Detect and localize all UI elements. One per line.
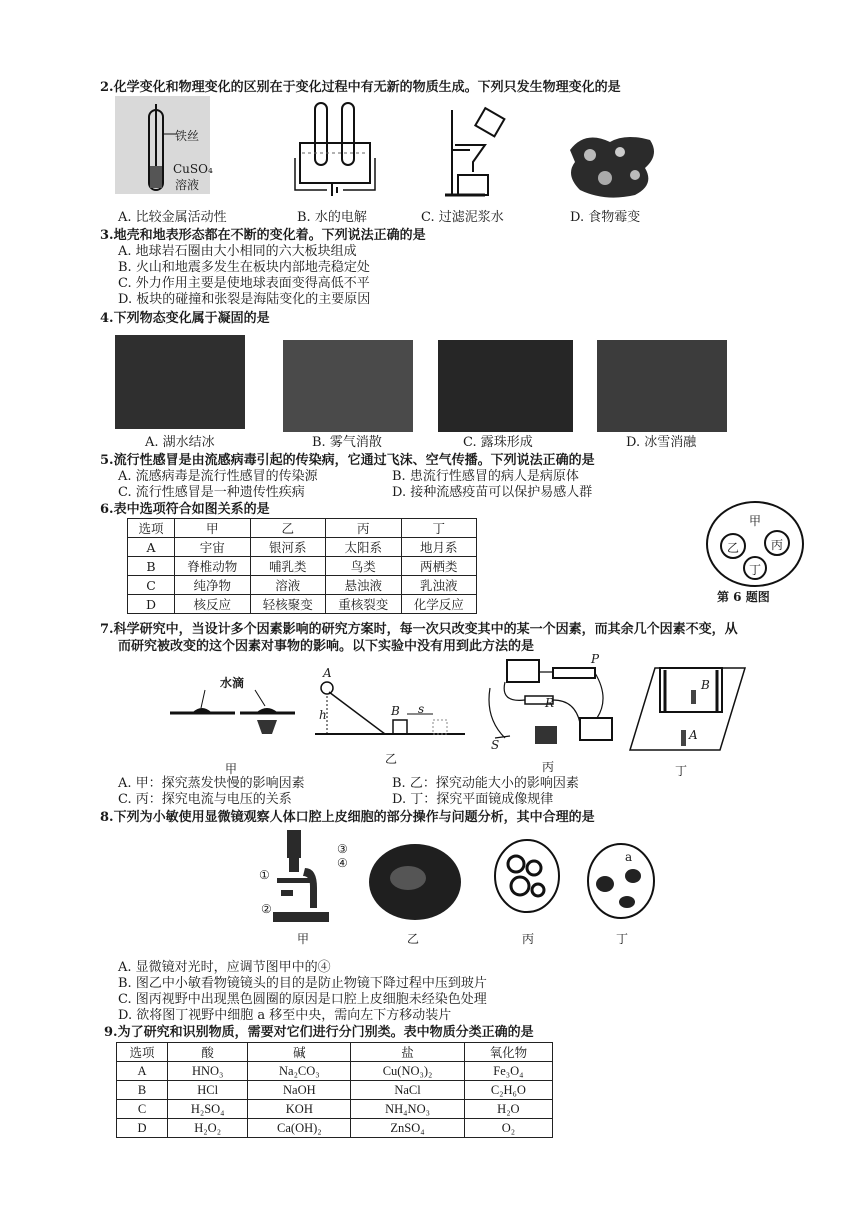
table-row (128, 538, 477, 557)
table-cell: 两栖类 (401, 557, 477, 576)
q6-table (127, 518, 477, 614)
table-cell: Cu(NO₃)₂ (351, 1062, 464, 1081)
table-cell: H₂O₂ (168, 1119, 248, 1138)
table-header-row (117, 1043, 553, 1062)
table-row (128, 576, 477, 595)
venn-outer-label: 甲 (749, 514, 762, 528)
table-cell: A (117, 1062, 168, 1081)
table-cell: O₂ (464, 1119, 552, 1138)
table-cell: A (128, 538, 175, 557)
filtration-apparatus-icon (440, 100, 510, 200)
plane-mirror-setup-icon (625, 660, 750, 755)
q7-stem-line2: 而研究被改变的这个因素对事物的影响。以下实验中没有用到此方法的是 (118, 639, 535, 654)
table-header: 氧化物 (464, 1043, 552, 1062)
q4-stem: 4.下列物态变化属于凝固的是 (100, 311, 270, 326)
q7-stem-line1: 7.科学研究中，当设计多个因素影响的研究方案时，每一次只改变其中的某一个因素，而其余几个因素不变，从 (100, 622, 738, 637)
q6-figure-caption: 第 6 题图 (717, 590, 770, 604)
q3-stem: 3.地壳和地表形态都在不断的变化着。下列说法正确的是 (100, 228, 426, 243)
table-cell: D (117, 1119, 168, 1138)
cells-view-icon (587, 842, 655, 920)
table-row (117, 1100, 553, 1119)
table-cell: D (128, 595, 175, 614)
q8-caption-yi: 乙 (407, 932, 420, 946)
table-cell: 溶液 (250, 576, 326, 595)
q8-fig-yi-view-icon (368, 842, 462, 922)
table-header: 碱 (248, 1043, 351, 1062)
q3-option-d: D. 板块的碰撞和张裂是海陆变化的主要原因 (118, 292, 371, 307)
table-header: 丁 (401, 519, 477, 538)
table-row (117, 1081, 553, 1100)
q7-caption-ding: 丁 (675, 764, 688, 778)
table-cell: 重核裂变 (326, 595, 402, 614)
q9-table (116, 1042, 553, 1138)
height-h-label: h (319, 708, 327, 722)
electrolysis-apparatus-icon (290, 98, 380, 198)
table-cell: ZnSO₄ (351, 1119, 464, 1138)
table-cell: B (117, 1081, 168, 1100)
table-cell: 鸟类 (326, 557, 402, 576)
q8-caption-jia: 甲 (297, 932, 310, 946)
q8-option-b: B. 图乙中小敏看物镜镜头的目的是防止物镜下降过程中压到玻片 (118, 976, 487, 991)
table-cell: 化学反应 (401, 595, 477, 614)
table-header: 甲 (175, 519, 251, 538)
venn-b-label: 丙 (771, 538, 784, 552)
q8-option-d: D. 欲将图丁视野中细胞 a 移至中央，需向左下方移动装片 (118, 1008, 452, 1023)
q3-option-c: C. 外力作用主要是使地球表面变得高低不平 (118, 276, 370, 291)
candle-b-label: B (701, 678, 710, 692)
table-cell: B (128, 557, 175, 576)
table-cell: C₂H₆O (464, 1081, 552, 1100)
venn-a-label: 乙 (727, 541, 740, 555)
venn-c-label: 丁 (749, 563, 762, 577)
table-cell: 纯净物 (175, 576, 251, 595)
q8-stem: 8.下列为小敏使用显微镜观察人体口腔上皮细胞的部分操作与问题分析，其中合理的是 (100, 810, 595, 825)
water-drop-label: 水滴 (220, 676, 245, 690)
table-row (117, 1062, 553, 1081)
q5-option-d: D. 接种流感疫苗可以保护易感人群 (392, 485, 593, 500)
table-cell: NH₄NO₃ (351, 1100, 464, 1119)
resistor-r-label: R (545, 696, 555, 710)
q8-option-a: A. 显微镜对光时，应调节图甲中的④ (118, 960, 331, 975)
table-cell: 脊椎动物 (175, 557, 251, 576)
solution-label: 溶液 (175, 178, 200, 192)
q5-stem: 5.流行性感冒是由流感病毒引起的传染病，它通过飞沫、空气传播。下列说法正确的是 (100, 453, 595, 468)
mark-4: ④ (337, 856, 348, 870)
table-row (128, 595, 477, 614)
q6-venn-diagram (705, 500, 805, 590)
table-cell: C (117, 1100, 168, 1119)
q4-option-b: B. 雾气消散 (312, 435, 382, 450)
q8-caption-ding: 丁 (616, 932, 629, 946)
mark-3: ③ (337, 842, 348, 856)
candle-a-label: A (689, 728, 698, 742)
q8-fig-microscope (255, 828, 355, 928)
table-cell: KOH (248, 1100, 351, 1119)
point-a-label: A (323, 666, 332, 680)
table-header: 丙 (326, 519, 402, 538)
table-cell: HCl (168, 1081, 248, 1100)
table-header: 乙 (250, 519, 326, 538)
q7-fig-yi (315, 666, 465, 738)
table-cell: Fe₃O₄ (464, 1062, 552, 1081)
photo-snow-melt (597, 340, 727, 432)
cell-a-label: a (625, 850, 633, 864)
block-b-label: B (391, 704, 400, 718)
q5-option-b: B. 患流行性感冒的病人是病原体 (392, 469, 579, 484)
table-row (117, 1119, 553, 1138)
switch-s-label: S (491, 738, 500, 752)
q2-option-d: D. 食物霉变 (570, 210, 641, 225)
q3-option-b: B. 火山和地震多发生在板块内部地壳稳定处 (118, 260, 370, 275)
incline-collision-icon (315, 676, 465, 738)
photo-dew-drop (438, 340, 573, 432)
table-cell: H₂O (464, 1100, 552, 1119)
q7-fig-jia (165, 668, 300, 748)
table-header: 选项 (117, 1043, 168, 1062)
mark-2: ② (261, 902, 272, 916)
mark-1: ① (259, 868, 270, 882)
table-cell: Na₂CO₃ (248, 1062, 351, 1081)
q8-caption-bing: 丙 (522, 932, 535, 946)
table-row (128, 557, 477, 576)
q8-fig-bing-bubbles-icon (494, 838, 560, 914)
table-cell: 乳浊液 (401, 576, 477, 595)
table-cell: 地月系 (401, 538, 477, 557)
q2-option-c: C. 过滤泥浆水 (421, 210, 504, 225)
q5-option-c: C. 流行性感冒是一种遗传性疾病 (118, 485, 305, 500)
table-header: 选项 (128, 519, 175, 538)
q2-option-b: B. 水的电解 (297, 210, 367, 225)
photo-fog (283, 340, 413, 432)
table-cell: NaCl (351, 1081, 464, 1100)
q8-fig-ding-view (587, 842, 655, 920)
table-cell: Ca(OH)₂ (248, 1119, 351, 1138)
q3-option-a: A. 地球岩石圈由大小相同的六大板块组成 (118, 244, 357, 259)
table-cell: H₂SO₄ (168, 1100, 248, 1119)
q6-stem: 6.表中选项符合如图关系的是 (100, 502, 270, 517)
table-header: 盐 (351, 1043, 464, 1062)
moldy-food-icon (565, 130, 660, 202)
q7-option-c: C. 丙：探究电流与电压的关系 (118, 792, 292, 807)
table-cell: HNO₃ (168, 1062, 248, 1081)
q7-caption-bing: 丙 (542, 760, 555, 774)
q7-caption-yi: 乙 (385, 752, 398, 766)
q8-option-c: C. 图丙视野中出现黑色圆圈的原因是口腔上皮细胞未经染色处理 (118, 992, 487, 1007)
q7-option-b: B. 乙：探究动能大小的影响因素 (392, 776, 579, 791)
iron-wire-label: 铁丝 (175, 129, 200, 143)
table-cell: 太阳系 (326, 538, 402, 557)
table-header-row (128, 519, 477, 538)
q7-fig-bing (485, 652, 615, 752)
q7-caption-jia: 甲 (225, 762, 238, 776)
q2-stem: 2.化学变化和物理变化的区别在于变化过程中有无新的物质生成。下列只发生物理变化的是 (100, 80, 621, 95)
q4-option-c: C. 露珠形成 (463, 435, 533, 450)
table-cell: 银河系 (250, 538, 326, 557)
distance-s-label: s (418, 702, 425, 716)
q9-stem: 9.为了研究和识别物质，需要对它们进行分门别类。表中物质分类正确的是 (104, 1025, 534, 1040)
q7-fig-ding (625, 660, 750, 755)
q2-fig-a-metal-activity (115, 96, 213, 194)
q7-option-d: D. 丁：探究平面镜成像规律 (392, 792, 554, 807)
table-cell: C (128, 576, 175, 595)
q2-option-a: A. 比较金属活动性 (118, 210, 227, 225)
q5-option-a: A. 流感病毒是流行性感冒的传染源 (118, 469, 318, 484)
q4-option-d: D. 冰雪消融 (626, 435, 697, 450)
cuso4-label: CuSO₄ (173, 162, 213, 176)
photo-lake-ice (115, 335, 245, 429)
slider-p-label: P (591, 652, 600, 666)
table-cell: 悬浊液 (326, 576, 402, 595)
table-cell: 宇宙 (175, 538, 251, 557)
table-cell: 核反应 (175, 595, 251, 614)
table-cell: 轻核聚变 (250, 595, 326, 614)
q7-option-a: A. 甲：探究蒸发快慢的影响因素 (118, 776, 305, 791)
q4-option-a: A. 湖水结冰 (145, 435, 215, 450)
table-cell: NaOH (248, 1081, 351, 1100)
table-cell: 哺乳类 (250, 557, 326, 576)
table-header: 酸 (168, 1043, 248, 1062)
